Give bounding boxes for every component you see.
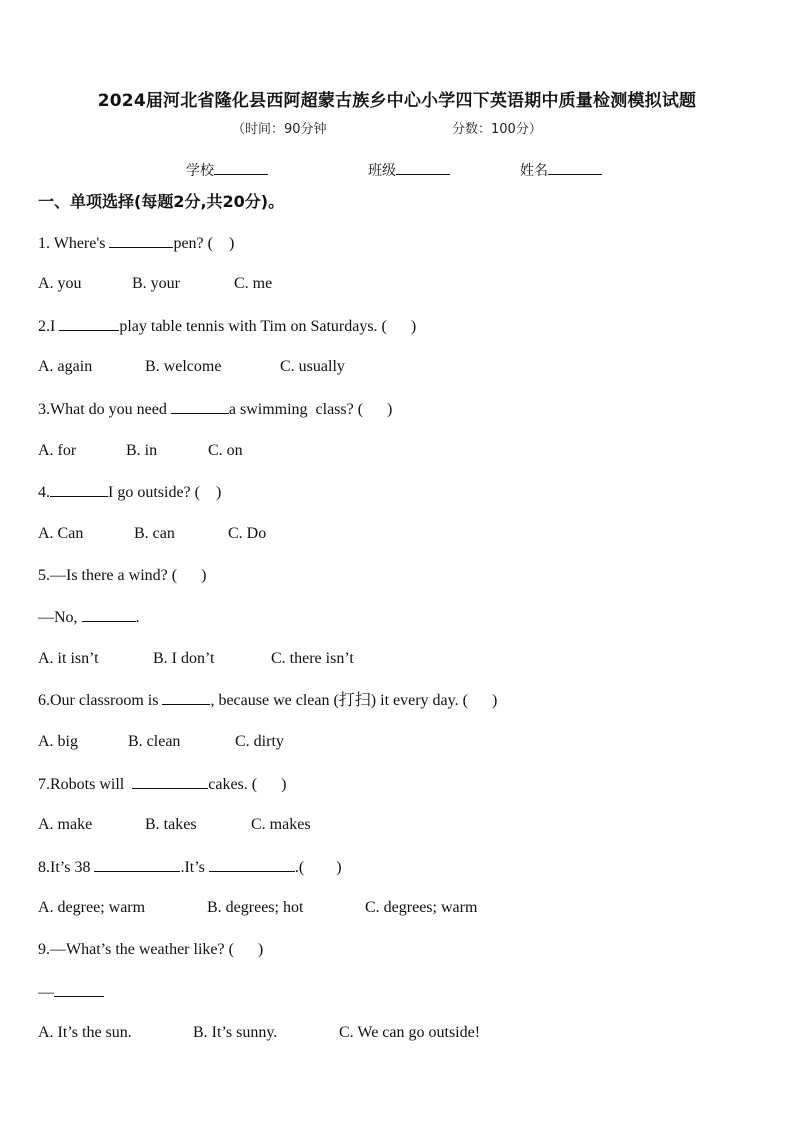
question-text: 6.Our classroom is bbox=[38, 692, 163, 709]
option-c[interactable]: C. on bbox=[208, 442, 243, 459]
question-text: a swimming class? ( ) bbox=[228, 401, 393, 418]
question-text: —No, bbox=[38, 609, 82, 626]
question-text: 9.—What’s the weather like? ( ) bbox=[38, 941, 264, 958]
question-text: pen? ( ) bbox=[173, 235, 235, 252]
school-label: 学校 bbox=[186, 163, 214, 179]
class-blank[interactable] bbox=[396, 161, 450, 175]
question-text: .It’s bbox=[180, 859, 209, 876]
question-text: 1. Where's bbox=[38, 235, 110, 252]
option-c[interactable]: C. there isn’t bbox=[271, 650, 354, 667]
question-text: 3.What do you need bbox=[38, 401, 171, 418]
page-title: 2024届河北省隆化县西阿超蒙古族乡中心小学四下英语期中质量检测模拟试题 bbox=[97, 91, 697, 111]
question-text: .( ) bbox=[294, 859, 342, 876]
exam-score: 分数：100分） bbox=[452, 122, 542, 137]
question-5 bbox=[38, 566, 206, 586]
option-a[interactable]: A. Can bbox=[38, 525, 84, 542]
option-b[interactable]: B. can bbox=[134, 525, 175, 542]
option-c[interactable]: C. usually bbox=[280, 358, 345, 375]
answer-blank[interactable] bbox=[50, 482, 108, 497]
options-8 bbox=[38, 898, 477, 918]
question-8 bbox=[38, 857, 342, 878]
question-text: 2.I bbox=[38, 318, 60, 335]
option-c[interactable]: C. Do bbox=[228, 525, 267, 542]
answer-blank[interactable] bbox=[94, 857, 180, 872]
option-a[interactable]: A. It’s the sun. bbox=[38, 1024, 132, 1041]
question-3 bbox=[38, 399, 392, 420]
answer-blank[interactable] bbox=[209, 857, 295, 872]
option-b[interactable]: B. It’s sunny. bbox=[193, 1024, 278, 1041]
question-text: . bbox=[135, 609, 140, 626]
section-title: 一、单项选择(每题2分,共20分)。 bbox=[38, 192, 285, 211]
class-field bbox=[368, 160, 450, 180]
answer-blank[interactable] bbox=[109, 233, 173, 248]
option-a[interactable]: A. you bbox=[38, 275, 82, 292]
question-4 bbox=[38, 482, 221, 503]
question-5-reply bbox=[38, 607, 140, 628]
option-c[interactable]: C. We can go outside! bbox=[339, 1024, 481, 1041]
question-text: , because we clean (打扫) it every day. ( ) bbox=[210, 692, 498, 709]
exam-time: （时间：90分钟 bbox=[232, 122, 327, 137]
option-b[interactable]: B. clean bbox=[128, 733, 181, 750]
answer-blank[interactable] bbox=[171, 399, 229, 414]
options-5 bbox=[38, 649, 354, 669]
answer-blank[interactable] bbox=[132, 774, 208, 789]
question-text: play table tennis with Tim on Saturdays. ( ) bbox=[119, 318, 417, 335]
option-b[interactable]: B. in bbox=[126, 442, 158, 459]
question-text: 5.—Is there a wind? ( ) bbox=[38, 567, 207, 584]
name-field bbox=[520, 160, 602, 180]
options-3 bbox=[38, 441, 243, 461]
option-c[interactable]: C. dirty bbox=[235, 733, 284, 750]
option-b[interactable]: B. welcome bbox=[145, 358, 222, 375]
options-7 bbox=[38, 815, 311, 835]
answer-blank[interactable] bbox=[82, 607, 136, 622]
option-a[interactable]: A. make bbox=[38, 816, 93, 833]
question-text: 4. bbox=[38, 484, 50, 501]
question-text: cakes. ( ) bbox=[208, 776, 287, 793]
question-1 bbox=[38, 233, 234, 254]
question-text: 7.Robots will bbox=[38, 776, 133, 793]
option-c[interactable]: C. me bbox=[234, 275, 273, 292]
question-2 bbox=[38, 316, 416, 337]
option-b[interactable]: B. I don’t bbox=[153, 650, 215, 667]
option-a[interactable]: A. it isn’t bbox=[38, 650, 99, 667]
options-2 bbox=[38, 357, 345, 377]
option-c[interactable]: C. degrees; warm bbox=[365, 899, 478, 916]
question-text: — bbox=[38, 984, 54, 1001]
option-b[interactable]: B. your bbox=[132, 275, 180, 292]
class-label: 班级 bbox=[368, 163, 396, 179]
question-6 bbox=[38, 690, 497, 711]
school-field bbox=[186, 160, 268, 180]
options-4 bbox=[38, 524, 266, 544]
answer-blank[interactable] bbox=[59, 316, 119, 331]
option-a[interactable]: A. again bbox=[38, 358, 93, 375]
options-1 bbox=[38, 274, 272, 294]
options-6 bbox=[38, 732, 284, 752]
option-b[interactable]: B. degrees; hot bbox=[207, 899, 304, 916]
question-9-reply bbox=[38, 982, 104, 1003]
answer-blank[interactable] bbox=[54, 982, 104, 997]
question-text: I go outside? ( ) bbox=[108, 484, 222, 501]
name-blank[interactable] bbox=[548, 161, 602, 175]
option-a[interactable]: A. degree; warm bbox=[38, 899, 146, 916]
option-a[interactable]: A. for bbox=[38, 442, 77, 459]
name-label: 姓名 bbox=[520, 163, 548, 179]
answer-blank[interactable] bbox=[162, 690, 210, 705]
school-blank[interactable] bbox=[214, 161, 268, 175]
question-9 bbox=[38, 940, 263, 960]
question-7 bbox=[38, 774, 286, 795]
option-b[interactable]: B. takes bbox=[145, 816, 197, 833]
question-text: 8.It’s 38 bbox=[38, 859, 95, 876]
option-c[interactable]: C. makes bbox=[251, 816, 311, 833]
option-a[interactable]: A. big bbox=[38, 733, 78, 750]
options-9 bbox=[38, 1023, 480, 1043]
